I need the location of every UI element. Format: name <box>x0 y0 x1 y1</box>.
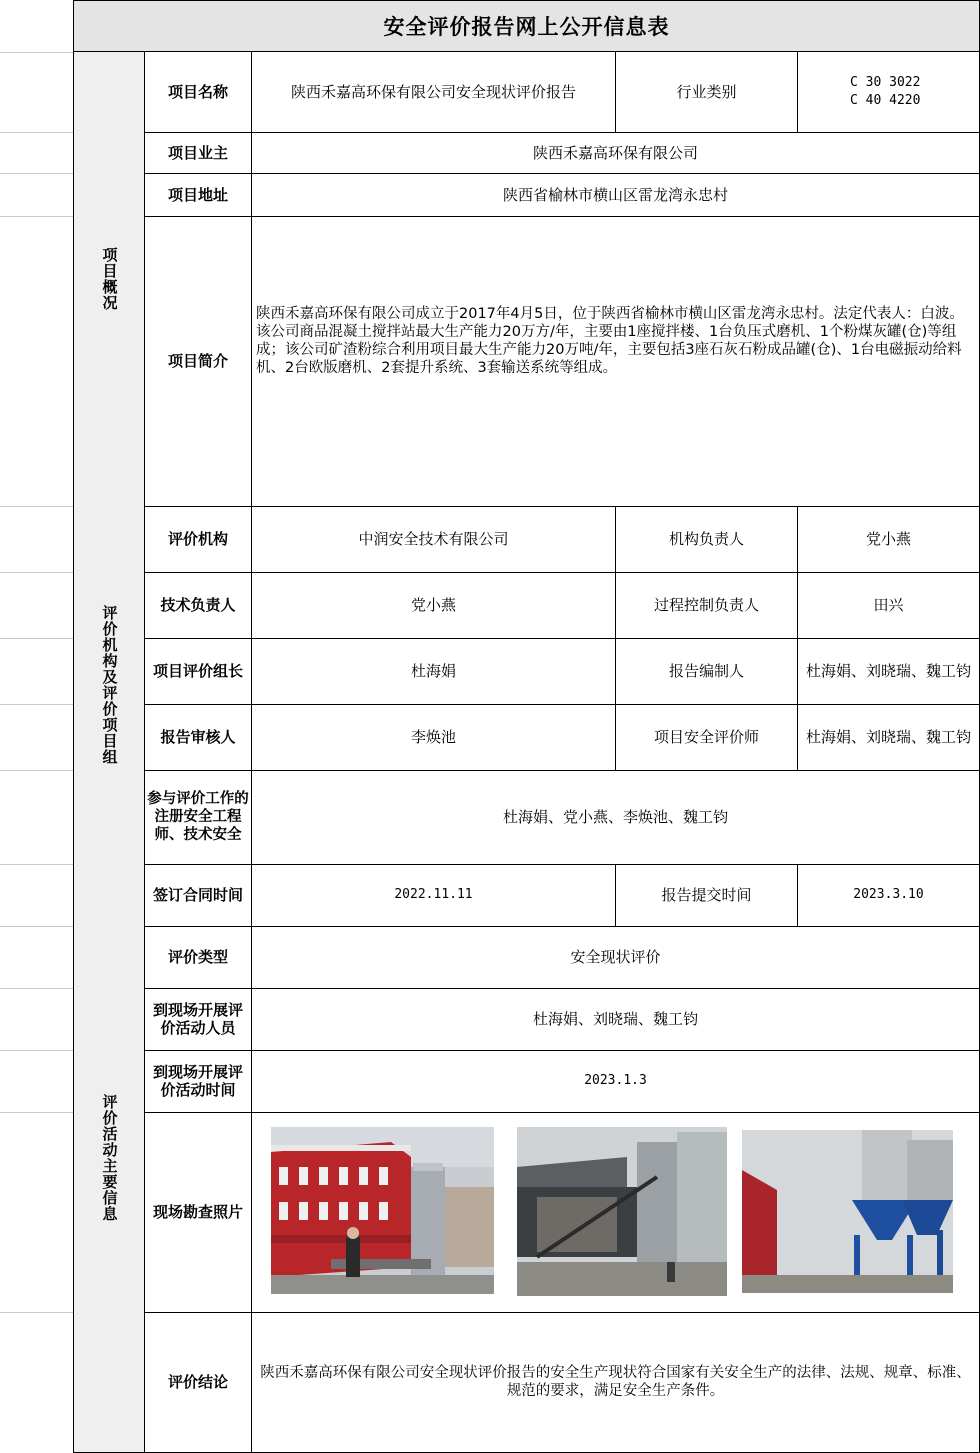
report-reviewer-value: 李焕池 <box>252 704 616 771</box>
safety-assessor-label: 项目安全评价师 <box>616 704 798 771</box>
site-photo-1 <box>271 1127 494 1294</box>
industry-label: 行业类别 <box>616 52 798 133</box>
site-time-value: 2023.1.3 <box>252 1050 980 1113</box>
project-name-value: 陕西禾嘉高环保有限公司安全现状评价报告 <box>252 52 616 133</box>
agency-head-label: 机构负责人 <box>616 506 798 573</box>
site-photo-2 <box>517 1127 727 1296</box>
evaluation-type-value: 安全现状评价 <box>252 926 980 989</box>
section-overview <box>73 52 145 507</box>
section-org-label: 评价机构及评价项目组 <box>100 605 119 765</box>
agency-label: 评价机构 <box>145 506 252 573</box>
industry-code-2: C 40 4220 <box>850 93 921 108</box>
row-header-strip <box>0 0 74 1453</box>
project-intro-value: 陕西禾嘉高环保有限公司成立于2017年4月5日，位于陕西省榆林市横山区雷龙湾永忠村。法定代表人：白波。该公司商品混凝土搅拌站最大生产能力20万方/年，主要由1座搅拌楼、1台负压式磨机、1个粉煤灰罐(仓)等组成；该公司矿渣粉综合利用项目最大生产能力20万吨/年，主要包括3座石灰石粉成品罐(仓)、1台电磁振动给料机、2台欧版磨机、2套提升系统、3套输送系统等组成。 <box>252 216 980 507</box>
engineers-label: 参与评价工作的注册安全工程师、技术安全 <box>145 770 252 865</box>
section-activity-label: 评价活动主要信息 <box>100 1094 119 1222</box>
agency-value: 中润安全技术有限公司 <box>252 506 616 573</box>
site-time-label: 到现场开展评价活动时间 <box>145 1050 252 1113</box>
report-reviewer-label: 报告审核人 <box>145 704 252 771</box>
section-org <box>73 506 145 865</box>
team-leader-value: 杜海娟 <box>252 638 616 705</box>
report-author-label: 报告编制人 <box>616 638 798 705</box>
site-photos-label: 现场勘查照片 <box>145 1112 252 1313</box>
project-intro-label: 项目简介 <box>145 216 252 507</box>
section-overview-label: 项目概况 <box>100 247 119 311</box>
page-title: 安全评价报告网上公开信息表 <box>73 0 980 52</box>
project-owner-value: 陕西禾嘉高环保有限公司 <box>252 132 980 174</box>
team-leader-label: 项目评价组长 <box>145 638 252 705</box>
submit-date-value: 2023.3.10 <box>798 864 980 927</box>
report-author-value: 杜海娟、刘晓瑞、魏工钧 <box>798 638 980 705</box>
project-name-label: 项目名称 <box>145 52 252 133</box>
site-staff-label: 到现场开展评价活动人员 <box>145 988 252 1051</box>
project-owner-label: 项目业主 <box>145 132 252 174</box>
submit-date-label: 报告提交时间 <box>616 864 798 927</box>
tech-head-label: 技术负责人 <box>145 572 252 639</box>
project-address-label: 项目地址 <box>145 173 252 217</box>
process-head-value: 田兴 <box>798 572 980 639</box>
agency-head-value: 党小燕 <box>798 506 980 573</box>
tech-head-value: 党小燕 <box>252 572 616 639</box>
project-address-value: 陕西省榆林市横山区雷龙湾永忠村 <box>252 173 980 217</box>
evaluation-type-label: 评价类型 <box>145 926 252 989</box>
industry-codes <box>798 52 980 133</box>
contract-date-label: 签订合同时间 <box>145 864 252 927</box>
site-photo-3 <box>742 1130 953 1293</box>
industry-code-1: C 30 3022 <box>850 75 921 90</box>
site-staff-value: 杜海娟、刘晓瑞、魏工钧 <box>252 988 980 1051</box>
conclusion-label: 评价结论 <box>145 1312 252 1453</box>
conclusion-value: 陕西禾嘉高环保有限公司安全现状评价报告的安全生产现状符合国家有关安全生产的法律、法规、规章、标准、规范的要求，满足安全生产条件。 <box>252 1312 980 1453</box>
engineers-value: 杜海娟、党小燕、李焕池、魏工钧 <box>252 770 980 865</box>
contract-date-value: 2022.11.11 <box>252 864 616 927</box>
section-activity <box>73 864 145 1453</box>
safety-assessor-value: 杜海娟、刘晓瑞、魏工钧 <box>798 704 980 771</box>
process-head-label: 过程控制负责人 <box>616 572 798 639</box>
